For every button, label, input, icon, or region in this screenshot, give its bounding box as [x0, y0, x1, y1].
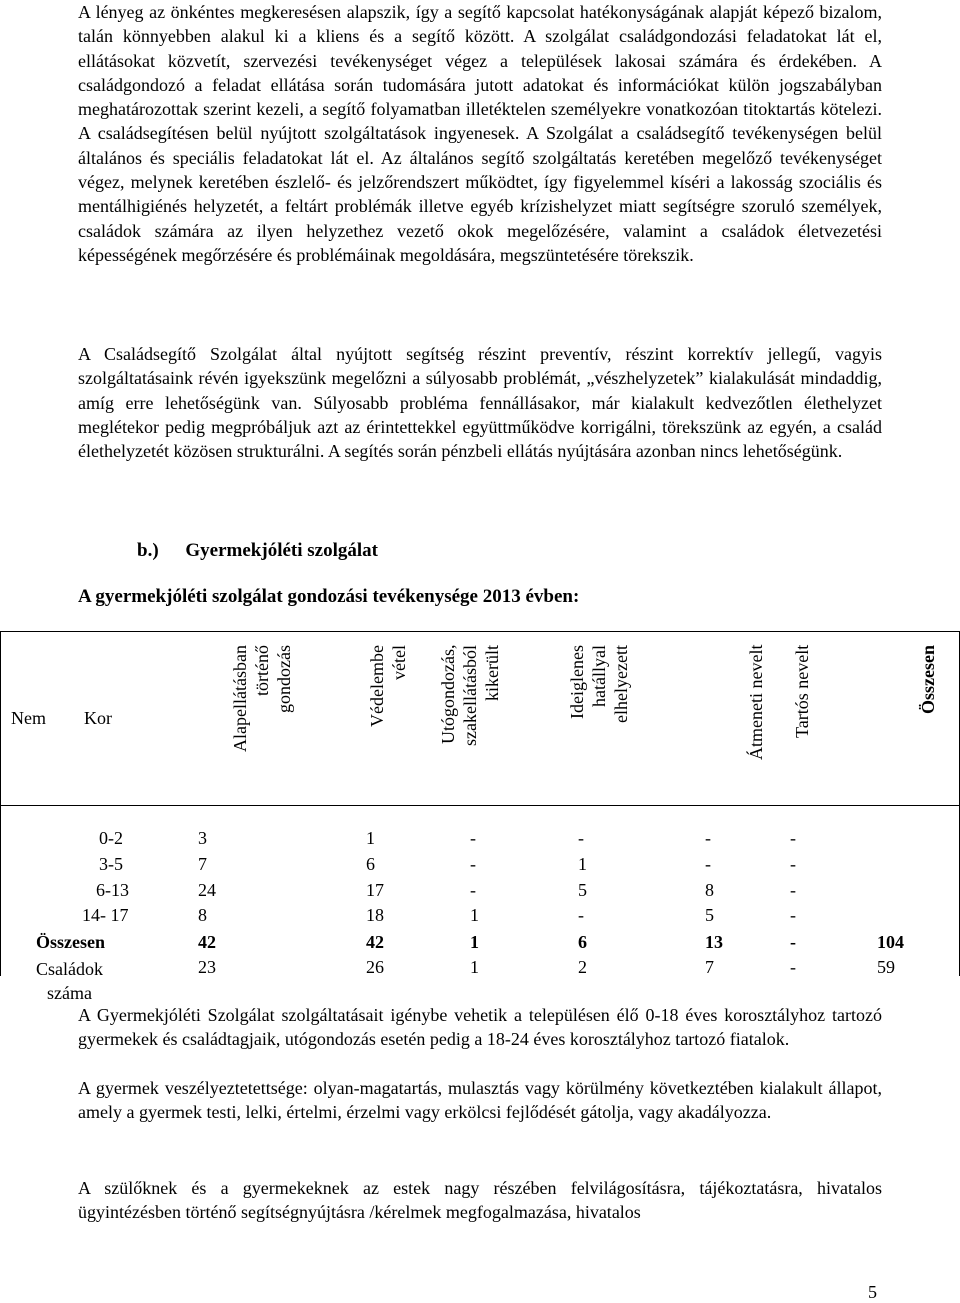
- table-cell: 24: [198, 880, 216, 900]
- table-cell: 5: [578, 880, 587, 900]
- table-cell: 5: [705, 905, 714, 925]
- table-cell: -: [578, 828, 584, 848]
- table-row-label: 3-5: [99, 854, 123, 874]
- header-ideiglenes: Ideiglenes hatállyal elhelyezett: [567, 645, 631, 723]
- paragraph-endangerment: A gyermek veszélyeztetettsége: olyan-magatartás, mulasztás vagy körülmény következtében kialakult állapot, amely a gyermek testi, lelki, értelmi, érzelmi vagy erkölcsi fejlődését gátolja, vagy akadályozza.: [78, 1078, 882, 1123]
- table-cell: 1: [366, 828, 375, 848]
- table-caption: A gyermekjóléti szolgálat gondozási tevékenysége 2013 évben:: [78, 586, 580, 607]
- table-cell: -: [790, 828, 796, 848]
- header-utogondozas: Utógondozás, szakellátásból kikerült: [438, 645, 502, 746]
- table-row-label: 0-2: [99, 828, 123, 848]
- table-row-total: 59: [877, 957, 895, 977]
- table-cell: 6: [578, 932, 587, 952]
- table-cell: 7: [705, 957, 714, 977]
- table-cell: 1: [470, 905, 479, 925]
- table-cell: -: [705, 828, 711, 848]
- table-cell: 1: [470, 957, 479, 977]
- table-cell: 7: [198, 854, 207, 874]
- table-cell: 1: [578, 854, 587, 874]
- table-cell: 42: [366, 932, 384, 952]
- section-title: Gyermekjóléti szolgálat: [185, 540, 378, 561]
- table-cell: 13: [705, 932, 723, 952]
- table-cell: 26: [366, 957, 384, 977]
- table-border-top: [0, 631, 960, 632]
- table-cell: 23: [198, 957, 216, 977]
- table-cell: 2: [578, 957, 587, 977]
- header-vedelembe: Védelembe vétel: [367, 645, 409, 727]
- table-cell: 1: [470, 932, 479, 952]
- table-cell: 18: [366, 905, 384, 925]
- table-cell: 8: [198, 905, 207, 925]
- header-atmeneti: Átmeneti nevelt: [746, 645, 766, 761]
- paragraph-intro: A lényeg az önkéntes megkeresésen alapszik, így a segítő kapcsolat hatékonyságának alapját képező bizalom, talán könnyebben alakul ki a kliens és a segítő között. A szolgálat családgondozási feladatokat lát el, ellátásokat közvetít, szervezési tevékenységet végez a települések lakosai számára és érdekében. A családgondozó a feladat ellátása során tudomására jutott adatokat és információkat külön jogszabályban meghatározottak szerint kezeli, a segítő folyamatban illetéktelen személyekre vonatkozóan titoktartás kötelezi. A családsegítésen belül nyújtott szolgáltatások ingyenesek. A Szolgálat a családsegítő tevékenységen belül általános és speciális feladatokat lát el. Az általános segítő szolgáltatás keretében megelőző tevékenységet végez, melynek keretében észlelő- és jelzőrendszert működtet, így figyelemmel kíséri a lakosság szociális és mentálhigiénés helyzetét, a feltárt problémák illetve egyéb krízishelyzet miatt segítségre szoruló személyek, családok számára az ilyen helyzethez vezető okok megelőzésére, valamint a családok életvezetési képességének megőrzésére és problémáinak megoldására, megszüntetésére törekszik.: [78, 2, 882, 265]
- page-number: 5: [868, 1282, 877, 1302]
- table-cell: -: [470, 854, 476, 874]
- table-row-total: 104: [877, 932, 904, 952]
- table-row-label: Családok száma: [36, 959, 103, 1003]
- paragraph-parents: A szülőknek és a gyermekeknek az estek nagy részében felvilágosításra, tájékoztatásra, hivatalos ügyintézésben történő segítségnyújtásra /kérelmek megfogalmazása, hivatalos: [78, 1178, 882, 1223]
- section-number: b.): [137, 540, 159, 561]
- table-cell: 42: [198, 932, 216, 952]
- section-heading: [137, 540, 378, 562]
- header-alapellatas: Alapellátásban történő gondozás: [230, 645, 294, 752]
- table-cell: -: [790, 932, 796, 952]
- table-border-header: [0, 805, 960, 806]
- table-cell: -: [705, 854, 711, 874]
- table-cell: 17: [366, 880, 384, 900]
- table-cell: -: [470, 828, 476, 848]
- header-nem: Nem: [11, 708, 46, 728]
- header-kor: Kor: [84, 708, 112, 728]
- table-cell: -: [790, 854, 796, 874]
- paragraph-eligibility: A Gyermekjóléti Szolgálat szolgáltatásait igénybe vehetik a településen élő 0-18 éves korosztályhoz tartozó gyermekek és családtagjaik, utógondozás esetén pedig a 18-24 éves korosztályhoz tartozó fiatalok.: [78, 1005, 882, 1050]
- paragraph-preventive: A Családsegítő Szolgálat által nyújtott segítség részint preventív, részint korrektív jellegű, vagyis szolgáltatásaink révén igyekszünk megelőzni a súlyosabb problémát, „vészhelyzetek” kialakulását mindaddig, amíg erre lehetőségünk van. Súlyosabb probléma fennállásakor, már kialakult kedvezőtlen élethelyzet meglétekor pedig megpróbáljuk azt az érintettekkel együttműködve korrigálni, törekszünk az egyén, a család élethelyzetét közösen strukturálni. A segítés során pénzbeli ellátás nyújtására azonban nincs lehetőségünk.: [78, 344, 882, 462]
- table-cell: 6: [366, 854, 375, 874]
- table-border-left: [0, 631, 1, 976]
- table-cell: -: [790, 905, 796, 925]
- header-osszesen: Összesen: [918, 645, 938, 714]
- table-cell: -: [578, 905, 584, 925]
- table-cell: -: [790, 880, 796, 900]
- header-tartos: Tartós nevelt: [792, 645, 812, 739]
- table-cell: 8: [705, 880, 714, 900]
- table-row-label: 6-13: [96, 880, 129, 900]
- table-cell: -: [790, 957, 796, 977]
- table-row-label: Összesen: [36, 932, 105, 952]
- table-cell: 3: [198, 828, 207, 848]
- table-row-label: 14- 17: [82, 905, 129, 925]
- table-cell: -: [470, 880, 476, 900]
